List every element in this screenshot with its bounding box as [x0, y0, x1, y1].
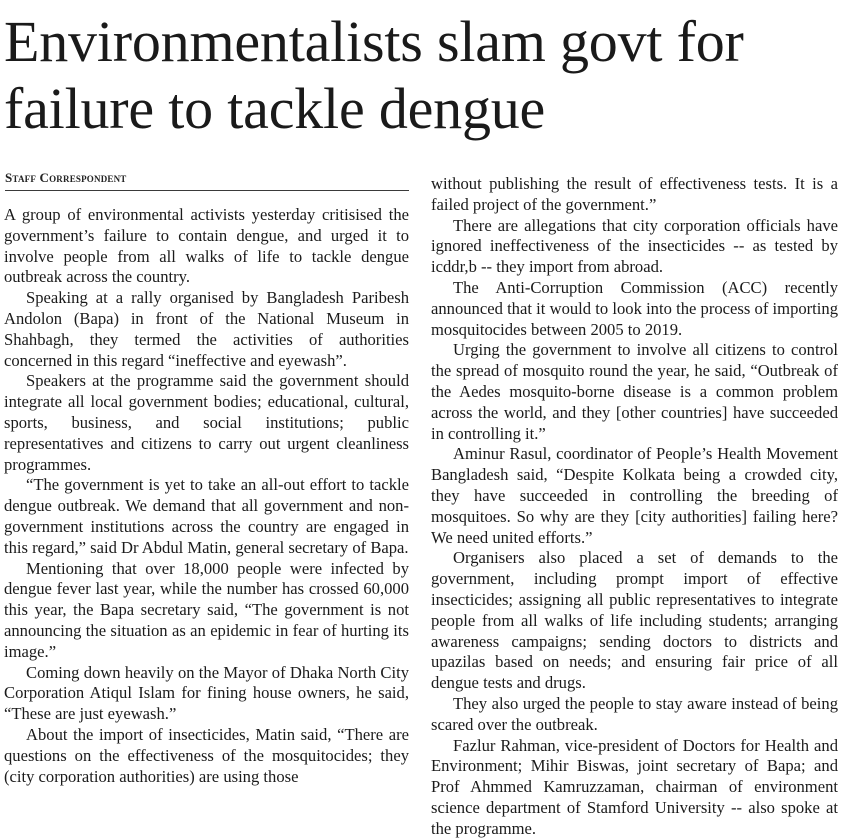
paragraph: About the import of insecticides, Matin said, “There are questions on the effectiveness of the mosquitocides; they (city corporation authorities) are using those [4, 724, 409, 786]
paragraph: “The government is yet to take an all-out effort to tackle dengue outbreak. We demand that all government and non-government institutions across the country are engaged in this regard,” said Dr Abdul Matin, general secretary of Bapa. [4, 475, 409, 557]
article-column-right [431, 174, 838, 840]
paragraph: Urging the government to involve all citizens to control the spread of mosquito round the year, he said, “Outbreak of the Aedes mosquito-borne disease is a common problem across the world, and they [other countries] have succeeded in controlling it.” [431, 340, 838, 443]
paragraph: Speaking at a rally organised by Bangladesh Paribesh Andolon (Bapa) in front of the National Museum in Shahbagh, they termed the activities of authorities concerned in this regard “ineffective and eyewash”. [4, 288, 409, 370]
paragraph: They also urged the people to stay aware instead of being scared over the outbreak. [431, 693, 838, 734]
paragraph-continuation: without publishing the result of effectiveness tests. It is a failed project of the government.” [431, 174, 838, 214]
paragraph: There are allegations that city corporation officials have ignored ineffectiveness of the insecticides -- as tested by icddr,b -- they import from abroad. [431, 215, 838, 277]
paragraph: Speakers at the programme said the government should integrate all local government bodies; educational, cultural, sports, business, and social institutions; public representatives and citizens to carry out urgent cleanliness programmes. [4, 371, 409, 474]
paragraph: Organisers also placed a set of demands to the government, including prompt import of effective insecticides; assigning all public representatives to integrate people from all walks of life including students; arranging awareness campaigns; sending doctors to districts and upazilas based on needs; and ensuring fair price of all dengue tests and drugs. [431, 548, 838, 693]
paragraph: Mentioning that over 18,000 people were infected by dengue fever last year, while the number has crossed 60,000 this year, the Bapa secretary said, “The government is not announcing the situation as an epidemic in fear of hurting its image.” [4, 558, 409, 661]
paragraph: Coming down heavily on the Mayor of Dhaka North City Corporation Atiqul Islam for fining house owners, he said, “These are just eyewash.” [4, 662, 409, 724]
paragraph: Aminur Rasul, coordinator of People’s Health Movement Bangladesh said, “Despite Kolkata being a crowded city, they have succeeded in controlling the breeding of mosquitoes. So why are they [city authorities] failing here? We need united efforts.” [431, 444, 838, 547]
headline: Environmentalists slam govt for failure to tackle dengue [4, 9, 744, 141]
article-column-left [4, 205, 409, 840]
byline: Staff Correspondent [5, 170, 409, 191]
paragraph: The Anti-Corruption Commission (ACC) recently announced that it would to look into the process of importing mosquitocides between 2005 to 2019. [431, 277, 838, 339]
paragraph-intro: A group of environmental activists yesterday critisised the government’s failure to contain dengue, and urged it to involve people from all walks of life to tackle dengue outbreak across the country. [4, 205, 409, 287]
paragraph: Fazlur Rahman, vice-president of Doctors for Health and Environment; Mihir Biswas, joint secretary of Bapa; and Prof Ahmmed Kamruzzaman, chairman of environment science department of Stamford University -- also spoke at the programme. [431, 735, 838, 838]
